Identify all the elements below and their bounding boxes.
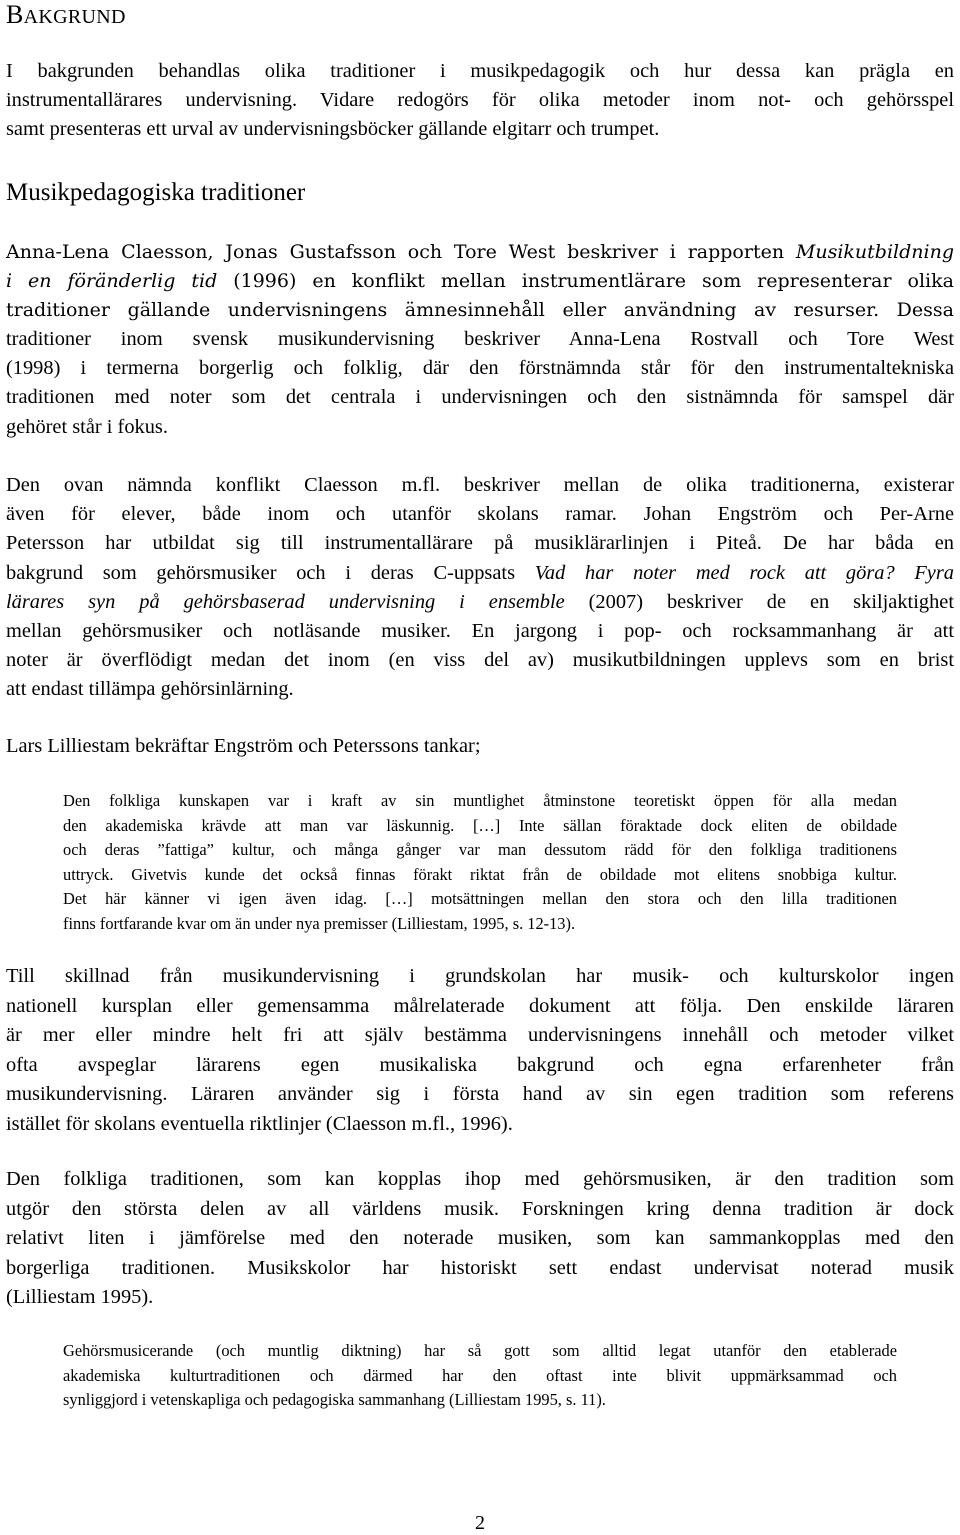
paragraph-line: borgerliga traditionen. Musikskolor har historiskt sett endast undervisat noterad musik xyxy=(6,1256,954,1279)
quote-line: och deras ”fattiga” kultur, och många gånger var man dessutom rädd för den folkliga traditionens xyxy=(63,840,897,859)
intro-line: I bakgrunden behandlas olika traditioner i musikpedagogik och hur dessa kan prägla en xyxy=(6,60,954,82)
thesis-title: lärares syn på gehörsbaserad undervisning i ensemble xyxy=(6,590,565,613)
paragraph-line: traditioner inom svensk musikundervisning beskriver Anna-Lena Rostvall och Tore West xyxy=(6,328,954,350)
book-title: Musikutbildning xyxy=(795,241,954,263)
paragraph-line: traditioner gällande undervisningens ämnesinnehåll eller användning av resurser. Dessa xyxy=(6,299,954,322)
paragraph-folk-tradition xyxy=(6,1165,954,1313)
paragraph-line: Den ovan nämnda konflikt Claesson m.fl. beskriver mellan de olika traditionerna, existerar xyxy=(6,474,954,496)
quote-line: uttryck. Givetvis kunde det också finnas förakt riktat från de obildade mot elitens snobbiga kultur. xyxy=(63,864,897,884)
paragraph-line: Lars Lilliestam bekräftar Engström och Peterssons tankar; xyxy=(6,735,481,757)
paragraph-line: istället för skolans eventuella riktlinjer (Claesson m.fl., 1996). xyxy=(6,1112,513,1135)
paragraph-lilliestam-intro xyxy=(6,732,954,761)
book-title: i en föränderlig tid xyxy=(6,270,218,293)
paragraph-line: att endast tillämpa gehörsinlärning. xyxy=(6,678,294,701)
paragraph-line: (1998) i termerna borgerlig och folklig, där den förstnämnda står för den instrumentaltekniska xyxy=(6,357,954,380)
paragraph-traditions xyxy=(6,238,954,326)
paragraph-traditions-cont xyxy=(6,325,954,442)
intro-line: samt presenteras ett urval av undervisningsböcker gällande elgitarr och trumpet. xyxy=(6,118,660,141)
paragraph-line: musikundervisning. Läraren använder sig i första hand av sin egen tradition som referens xyxy=(6,1083,954,1106)
paragraph-line: relativt liten i jämförelse med den noterade musiken, som kan sammankopplas med den xyxy=(6,1227,954,1250)
paragraph-line: Petersson har utbildat sig till instrumentallärare på musiklärarlinjen i Piteå. De har båda en xyxy=(6,532,954,555)
quote-line: Gehörsmusicerande (och muntlig diktning) har så gott som alltid legat utanför den etablerade xyxy=(63,1341,897,1360)
paragraph-line: bakgrund som gehörsmusiker och i deras C-uppsats Vad har noter med rock att göra? Fyra xyxy=(6,561,954,584)
paragraph-line: lärares syn på gehörsbaserad undervisning i ensemble (2007) beskriver de en skiljaktighet xyxy=(6,590,954,613)
paragraph-line: Anna-Lena Claesson, Jonas Gustafsson och Tore West beskriver i rapporten Musikutbildning xyxy=(6,241,954,263)
paragraph-line: Den folkliga traditionen, som kan kopplas ihop med gehörsmusiken, är den tradition som xyxy=(6,1168,954,1190)
block-quote-2 xyxy=(63,1339,897,1413)
page-number: 2 xyxy=(475,1512,485,1534)
paragraph-line: även för elever, både inom och utanför skolans ramar. Johan Engström och Per-Arne xyxy=(6,503,954,526)
quote-line: Det här känner vi igen även idag. […] motsättningen mellan den stora och den lilla traditionen xyxy=(63,889,897,908)
quote-line: synliggjord i vetenskapliga och pedagogiska sammanhang (Lilliestam 1995, s. 11). xyxy=(63,1390,606,1409)
block-quote xyxy=(63,789,897,936)
paragraph-line: (Lilliestam 1995). xyxy=(6,1286,154,1309)
paragraph-conflict xyxy=(6,471,954,705)
paragraph-line: Till skillnad från musikundervisning i grundskolan har musik- och kulturskolor ingen xyxy=(6,965,954,987)
paragraph-line: utgör den största delen av all världens musik. Forskningen kring denna tradition är dock xyxy=(6,1197,954,1220)
quote-line: finns fortfarande kvar om än under nya premisser (Lilliestam, 1995, s. 12-13). xyxy=(63,913,576,933)
paragraph-line: är mer eller mindre helt fri att själv bestämma undervisningens innehåll och metoder vilket xyxy=(6,1024,954,1047)
paragraph-line: gehöret står i fokus. xyxy=(6,415,168,438)
paragraph-line: noter är överflödigt medan det inom (en viss del av) musikutbildningen upplevs som en brist xyxy=(6,649,954,672)
quote-line: Den folkliga kunskapen var i kraft av sin muntlighet åtminstone teoretiskt öppen för alla medan xyxy=(63,791,897,810)
section-title: Musikpedagogiska traditioner xyxy=(6,179,306,206)
paragraph-line: i en föränderlig tid (1996) en konflikt mellan instrumentlärare som representerar olika xyxy=(6,270,954,293)
thesis-title: Vad har noter med rock att göra? Fyra xyxy=(534,561,954,584)
quote-line: akademiska kulturtraditionen och därmed har den oftast inte blivit uppmärksammad och xyxy=(63,1365,897,1385)
paragraph-line: nationell kursplan eller gemensamma målrelaterade dokument att följa. Den enskilde läraren xyxy=(6,994,954,1017)
paragraph-line: traditionen med noter som det centrala i undervisningen och den sistnämnda för samspel där xyxy=(6,386,954,409)
paragraph-line: mellan gehörsmusiker och notläsande musiker. En jargong i pop- och rocksammanhang är att xyxy=(6,620,954,643)
section-heading: BAKGRUND xyxy=(6,0,126,29)
paragraph-music-schools xyxy=(6,962,954,1140)
intro-paragraph xyxy=(6,57,954,145)
intro-line: instrumentallärares undervisning. Vidare redogörs för olika metoder inom not- och gehörsspel xyxy=(6,89,954,112)
paragraph-line: ofta avspeglar lärarens egen musikaliska bakgrund och egna erfarenheter från xyxy=(6,1053,954,1076)
quote-line: den akademiska krävde att man var läskunnig. […] Inte sällan föraktade dock eliten de obildade xyxy=(63,815,897,835)
